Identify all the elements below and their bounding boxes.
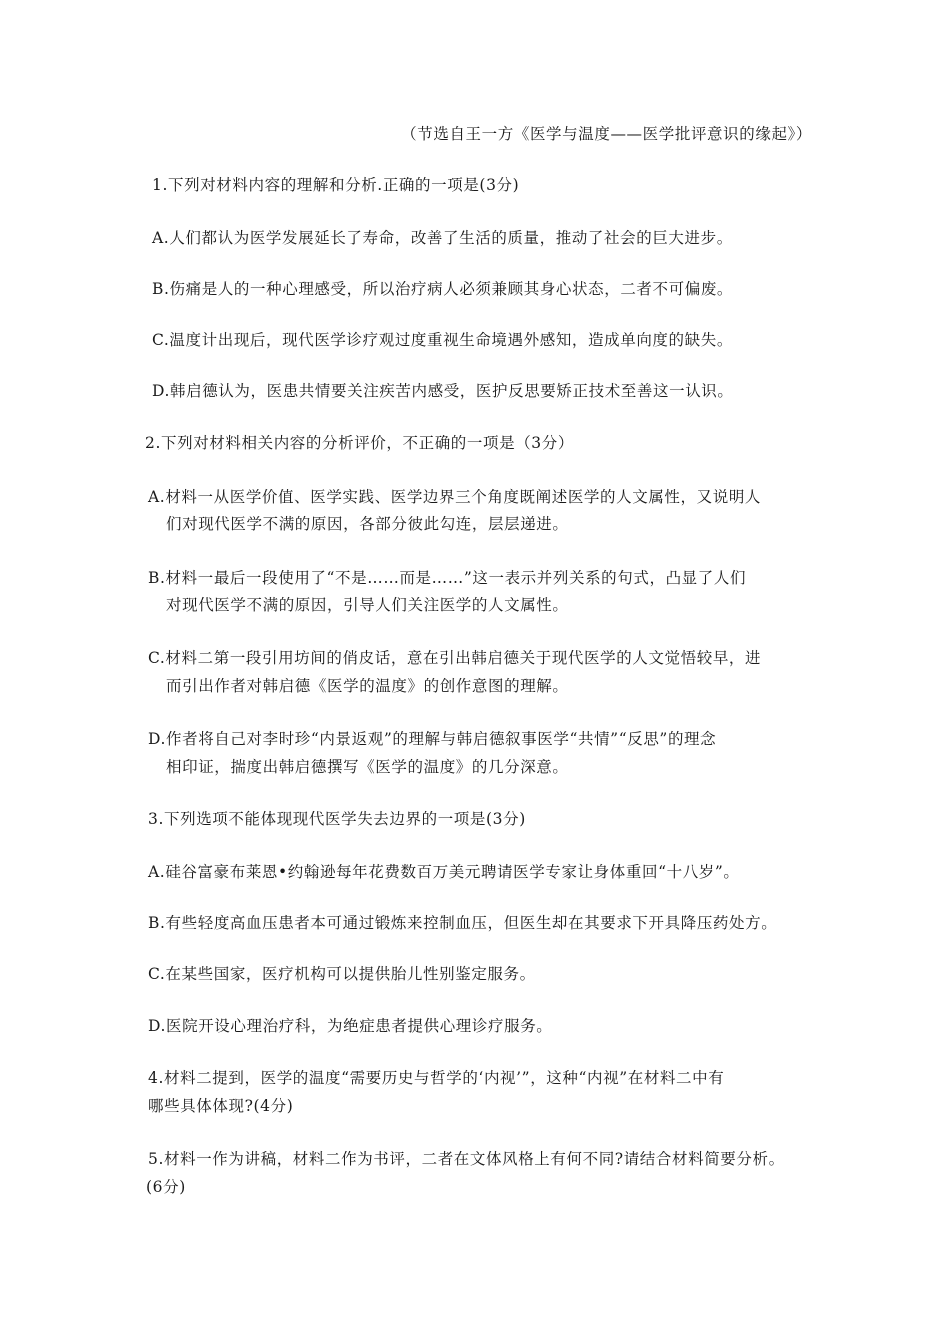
question-3-stem: 3.下列选项不能体现现代医学失去边界的一项是(3分)	[148, 810, 526, 828]
question-3-option-b: B.有些轻度高血压患者本可通过锻炼来控制血压，但医生却在其要求下开具降压药处方。	[148, 914, 778, 932]
question-3-option-a: A.硅谷富豪布莱恩•约翰逊每年花费数百万美元聘请医学专家让身体重回“十八岁”。	[148, 863, 740, 881]
question-1-option-b: B.伤痛是人的一种心理感受，所以治疗病人必须兼顾其身心状态，二者不可偏废。	[152, 280, 734, 298]
question-1-stem: 1.下列对材料内容的理解和分析.正确的一项是(3分)	[152, 176, 520, 194]
source-citation: （节选自王一方《医学与温度——医学批评意识的缘起》）	[401, 125, 812, 143]
question-2-option-c-line-2: 而引出作者对韩启德《医学的温度》的创作意图的理解。	[166, 677, 569, 695]
question-2-option-a-line-2: 们对现代医学不满的原因，各部分彼此勾连，层层递进。	[166, 515, 569, 533]
question-2-option-b-line-2: 对现代医学不满的原因，引导人们关注医学的人文属性。	[166, 596, 569, 614]
question-2-option-d-line-2: 相印证，揣度出韩启德撰写《医学的温度》的几分深意。	[166, 758, 569, 776]
question-5-stem-line-1: 5.材料一作为讲稿，材料二作为书评，二者在文体风格上有何不同?请结合材料简要分析。	[148, 1150, 785, 1168]
question-4-stem-line-2: 哪些具体体现?(4分)	[148, 1097, 294, 1115]
question-3-option-c: C.在某些国家，医疗机构可以提供胎儿性别鉴定服务。	[148, 965, 536, 983]
question-4-stem-line-1: 4.材料二提到，医学的温度“需要历史与哲学的‘内视’”，这种“内视”在材料二中有	[148, 1069, 725, 1087]
question-1-option-c: C.温度计出现后，现代医学诊疗观过度重视生命境遇外感知，造成单向度的缺失。	[152, 331, 733, 349]
question-2-option-b-line-1: B.材料一最后一段使用了“不是……而是……”这一表示并列关系的句式，凸显了人们	[148, 569, 747, 587]
question-3-option-d: D.医院开设心理治疗科，为绝症患者提供心理诊疗服务。	[148, 1017, 553, 1035]
question-1-option-a: A.人们都认为医学发展延长了寿命，改善了生活的质量，推动了社会的巨大进步。	[152, 229, 733, 247]
question-2-stem: 2.下列对材料相关内容的分析评价，不正确的一项是（3分）	[145, 434, 574, 452]
question-5-stem-line-2: (6分)	[146, 1178, 186, 1196]
question-1-option-d: D.韩启德认为，医患共情要关注疾苦内感受，医护反思要矫正技术至善这一认识。	[152, 382, 734, 400]
question-2-option-d-line-1: D.作者将自己对李时珍“内景返观”的理解与韩启德叙事医学“共情”“反思”的理念	[148, 730, 717, 748]
question-2-option-c-line-1: C.材料二第一段引用坊间的俏皮话，意在引出韩启德关于现代医学的人文觉悟较早，进	[148, 649, 762, 667]
question-2-option-a-line-1: A.材料一从医学价值、医学实践、医学边界三个角度既阐述医学的人文属性，又说明人	[148, 488, 762, 506]
